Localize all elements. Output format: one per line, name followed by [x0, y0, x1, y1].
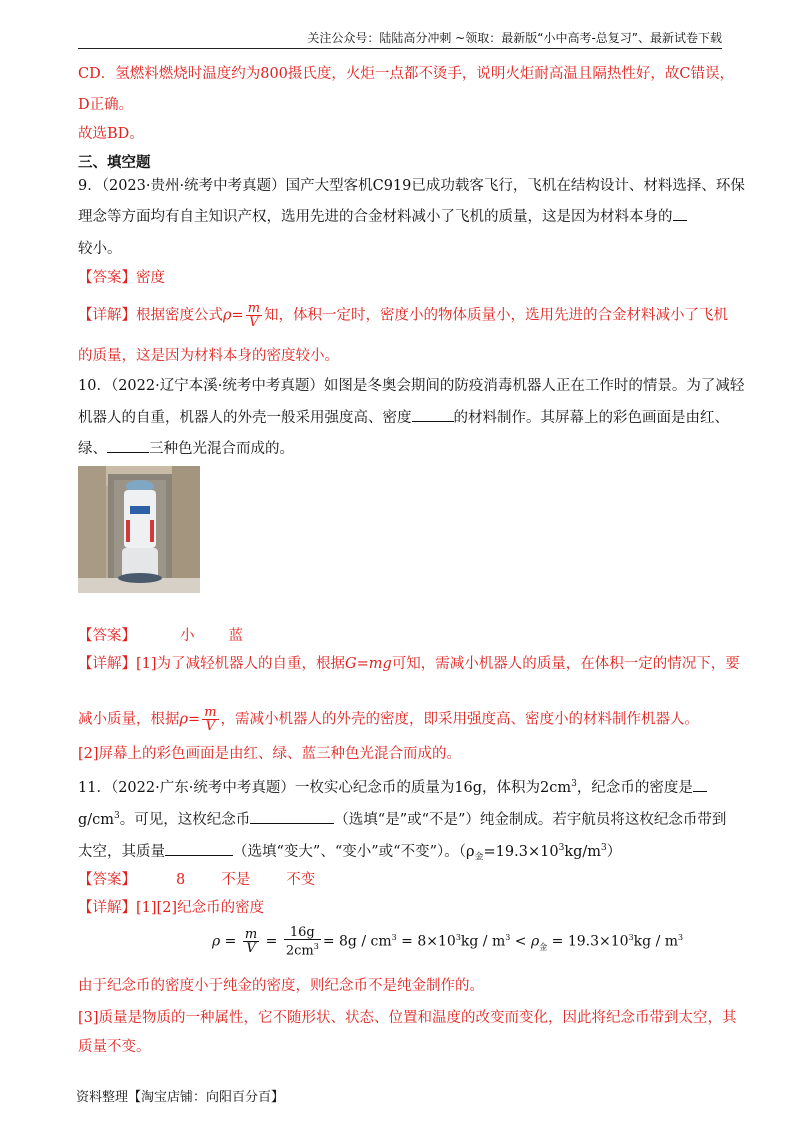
q10-blank-1	[412, 407, 454, 422]
page-footer: 资料整理【淘宝店铺：向阳百分百】	[76, 1090, 285, 1105]
q10-detail-3: [2]屏幕上的彩色画面是由红、绿、蓝三种色光混合而成的。	[78, 746, 462, 762]
q9-line1: 9．（2023·贵州·统考中考真题）国产大型客机C919已成功载客飞行，飞机在结构设计、材料选择、环保	[78, 178, 745, 194]
q11-detail-2: 由于纪念币的密度小于纯金的密度，则纪念币不是纯金制作的。	[78, 978, 484, 994]
q11-answer-1: 8	[176, 872, 186, 888]
q9-detail: 【详解】根据密度公式ρ= $\frac{m}{V}$ 知，体积一定时，密度小的物体质量小，选用先进的合金材料减小了飞机	[78, 301, 729, 330]
q9-line2: 理念等方面均有自主知识产权，选用先进的合金材料减小了飞机的质量，这是因为材料本身的	[78, 206, 687, 227]
q11-answer-3: 不变	[286, 872, 316, 888]
q11-detail-1: 【详解】[1][2]纪念币的密度	[78, 900, 265, 916]
q11-line2: $g/cm^3$。可见，这枚纪念币 （选填“是”或“不是”）纯金制成。若宇航员将这枚纪念币带到	[78, 806, 726, 830]
q11-blank-3	[165, 841, 233, 856]
q11-answer	[78, 870, 315, 890]
density-fraction: $\frac{m}{V}$	[204, 705, 217, 734]
page-header: 关注公众号：陆陆高分冲刺 ~领取：最新版“小中高考-总复习”、最新试卷下载	[78, 30, 722, 49]
q11-detail-4: 质量不变。	[78, 1039, 151, 1055]
q9-line3: 较小。	[78, 241, 122, 257]
density-equation: ρ = $\frac{m}{V}$ = $\frac{16g}{2cm^3}$ = $8g / cm^3 = 8\times 10^3kg / m^3 < \rho_金 = 19.3\times 10^3kg / m^3$	[212, 925, 684, 959]
q10-answer-1: 小	[180, 628, 195, 644]
q10-line1: 10．（2022·辽宁本溪·统考中考真题）如图是冬奥会期间的防疫消毒机器人正在工作时的情景。为了减轻	[78, 378, 745, 394]
q9-detail-line2: 的质量，这是因为材料本身的密度较小。	[78, 348, 339, 364]
weight-formula: G=mg	[345, 656, 392, 672]
rho-symbol: ρ	[223, 307, 232, 324]
q10-line2: 机器人的自重，机器人的外壳一般采用强度高、密度 的材料制作。其屏幕上的彩色画面是由红、	[78, 407, 729, 428]
detail-tag: 【详解】	[78, 307, 136, 324]
q11-blank-2	[250, 809, 334, 824]
q9-answer	[78, 268, 165, 288]
q11-line1: 11．（2022·广东·统考中考真题）一枚实心纪念币的质量为16g，体积为$2cm^3$，纪念币的密度是	[78, 774, 707, 798]
q10-line3: 绿、 三种色光混合而成的。	[78, 438, 294, 459]
density-fraction: $\frac{m}{V}$	[247, 301, 261, 330]
q10-answer	[78, 626, 243, 646]
answer-choice-text: 故选BD。	[78, 126, 144, 142]
q10-detail-2: 减小质量，根据ρ= $\frac{m}{V}$ ，需减小机器人的外壳的密度，即采用强度高、密度小的材料制作机器人。	[78, 705, 700, 734]
robot-image	[78, 466, 200, 593]
answer-tag: 【答案】	[78, 872, 136, 888]
option-cd-text: CD．氢燃料燃烧时温度约为800摄氏度，火炬一点都不烫手，说明火炬耐高温且隔热性好，故C错误，	[78, 66, 734, 82]
answer-tag: 【答案】	[78, 270, 136, 286]
q11-line3: 太空，其质量 （选填“变大”、“变小”或“不变”）。$(\rho_金=19.3\times 10^3kg/m^3)$	[78, 838, 621, 868]
section-title: 三、填空题	[78, 154, 151, 171]
mass-volume-fraction: $\frac{m}{V}$	[244, 927, 258, 957]
q10-answer-2: 蓝	[228, 628, 243, 644]
robot-photo	[78, 466, 200, 593]
detail-tag: 【详解】	[78, 900, 136, 916]
q10-detail-1: 【详解】[1]为了减轻机器人的自重，根据G=mg可知，需减小机器人的质量，在体积一定的情况下，要	[78, 656, 740, 672]
q9-answer-value: 密度	[136, 270, 165, 286]
option-d-text: D正确。	[78, 97, 134, 113]
q9-blank	[673, 206, 687, 221]
answer-tag: 【答案】	[78, 628, 136, 644]
value-fraction: $\frac{16g}{2cm^3}$	[285, 925, 319, 959]
detail-tag: 【详解】	[78, 656, 136, 672]
q10-blank-2	[107, 438, 149, 453]
q11-detail-3: [3]质量是物质的一种属性，它不随形状、状态、位置和温度的改变而变化，因此将纪念币带到太空，其	[78, 1010, 737, 1026]
q11-blank-1	[693, 777, 707, 792]
q11-answer-2: 不是	[221, 872, 251, 888]
